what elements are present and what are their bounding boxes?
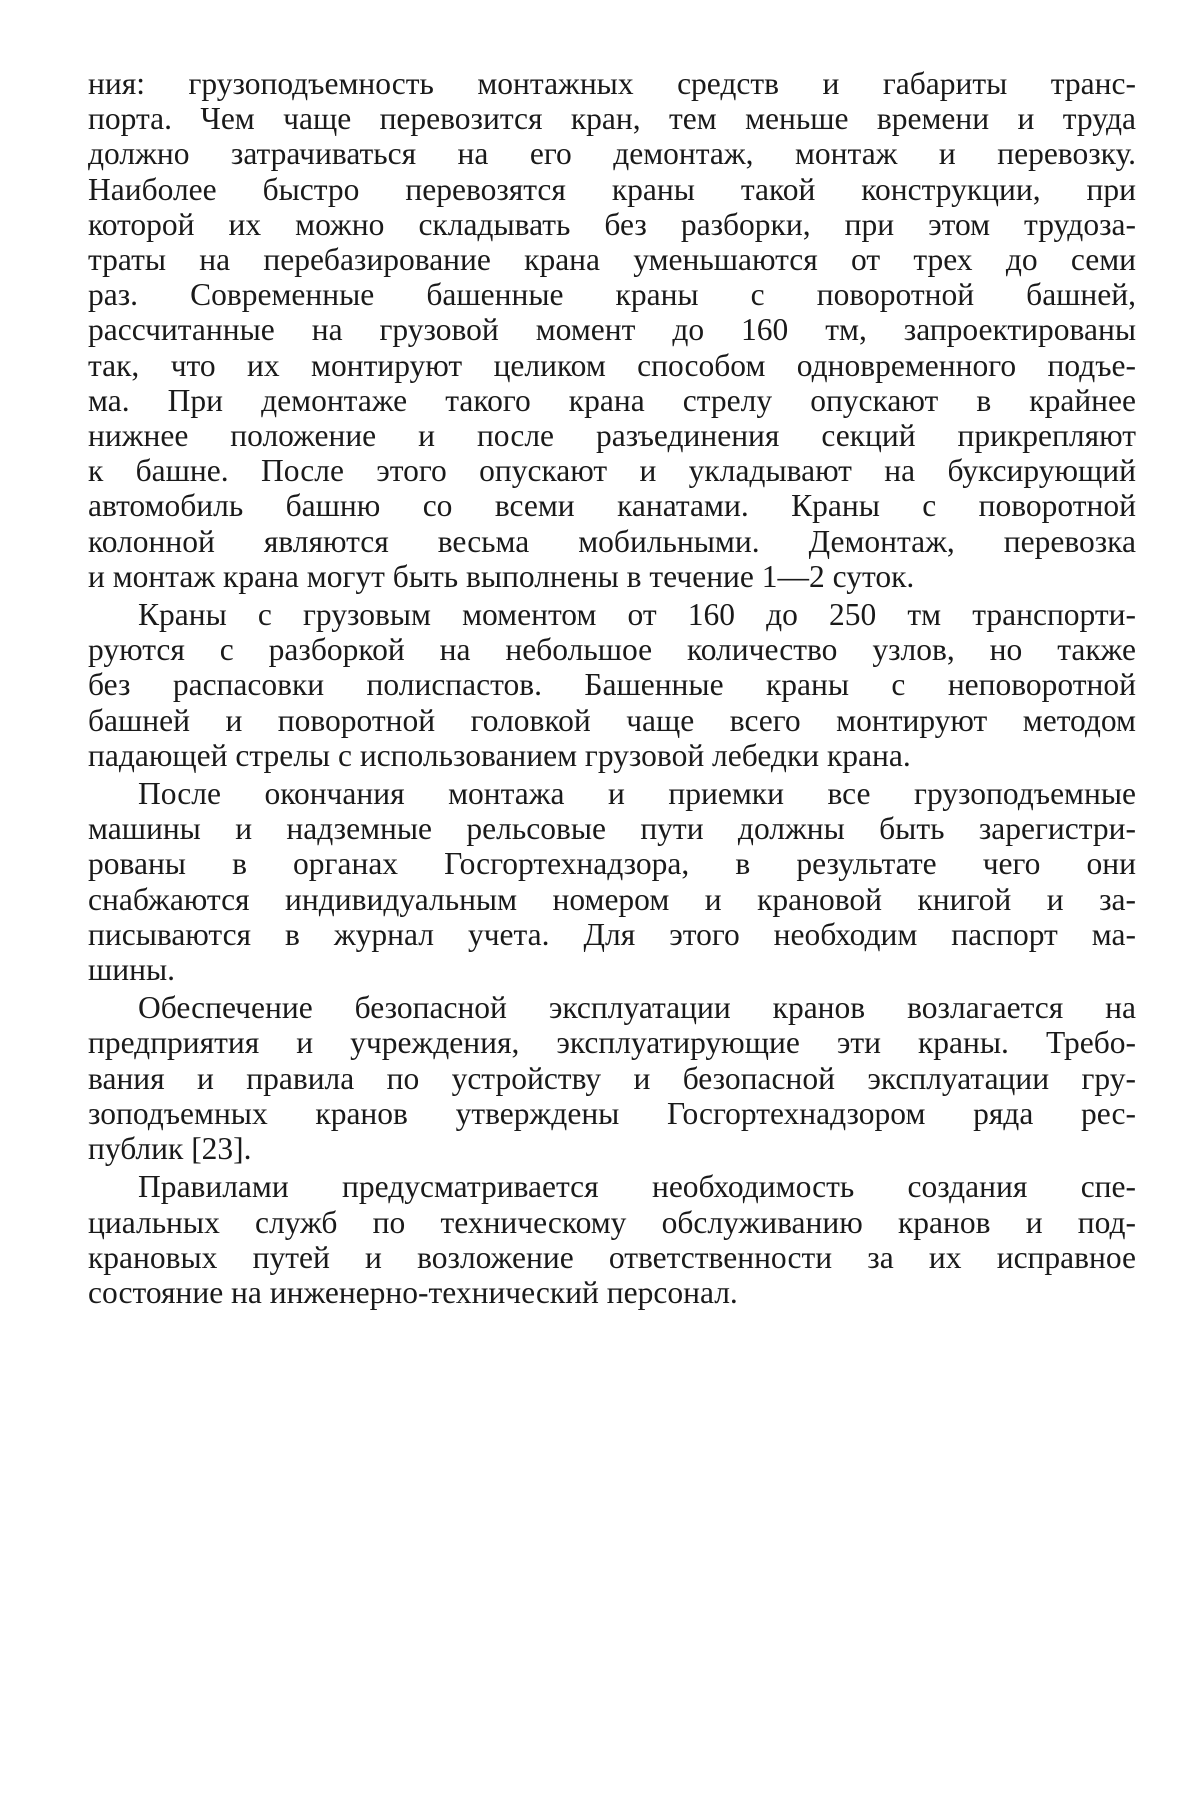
text-line: вания и правила по устройству и безопасной эксплуатации гру- bbox=[88, 1060, 1136, 1096]
text-line: состояние на инженерно-технический персонал. bbox=[88, 1274, 738, 1310]
text-line: После окончания монтажа и приемки все грузоподъемные bbox=[138, 776, 1136, 812]
text-line: Наиболее быстро перевозятся краны такой конструкции, при bbox=[88, 171, 1136, 207]
text-line: шины. bbox=[88, 952, 176, 988]
document-page bbox=[88, 66, 1136, 1313]
text-line: и монтаж крана могут быть выполнены в течение 1—2 суток. bbox=[88, 558, 915, 594]
text-line: раз. Современные башенные краны с поворотной башней, bbox=[88, 277, 1136, 313]
text-line: писываются в журнал учета. Для этого необходим паспорт ма- bbox=[88, 916, 1136, 952]
paragraph bbox=[88, 776, 1136, 987]
text-line: падающей стрелы с использованием грузовой лебедки крана. bbox=[88, 737, 911, 773]
paragraph bbox=[88, 990, 1136, 1166]
text-line: должно затрачиваться на его демонтаж, монтаж и перевозку. bbox=[88, 136, 1136, 172]
text-line: колонной являются весьма мобильными. Демонтаж, перевозка bbox=[88, 523, 1136, 559]
text-line: башней и поворотной головкой чаще всего монтируют методом bbox=[88, 702, 1136, 738]
text-line: ма. При демонтаже такого крана стрелу опускают в крайнее bbox=[88, 382, 1136, 418]
text-line: автомобиль башню со всеми канатами. Краны с поворотной bbox=[88, 488, 1136, 524]
text-line: траты на перебазирование крана уменьшаются от трех до семи bbox=[88, 242, 1136, 278]
text-line: которой их можно складывать без разборки, при этом трудоза- bbox=[88, 206, 1136, 242]
text-line: так, что их монтируют целиком способом одновременного подъе- bbox=[88, 347, 1136, 383]
text-line: порта. Чем чаще перевозится кран, тем меньше времени и труда bbox=[88, 101, 1136, 137]
text-line: Краны с грузовым моментом от 160 до 250 тм транспорти- bbox=[138, 597, 1136, 633]
text-line: зоподъемных кранов утверждены Госгортехнадзором ряда рес- bbox=[88, 1095, 1136, 1131]
text-line: крановых путей и возложение ответственности за их исправное bbox=[88, 1239, 1136, 1275]
text-line: к башне. После этого опускают и укладывают на буксирующий bbox=[88, 453, 1136, 489]
text-line: нижнее положение и после разъединения секций прикрепляют bbox=[88, 418, 1136, 454]
paragraph bbox=[88, 597, 1136, 773]
text-line: машины и надземные рельсовые пути должны быть зарегистри- bbox=[88, 811, 1136, 847]
paragraph bbox=[88, 66, 1136, 594]
text-line: предприятия и учреждения, эксплуатирующие эти краны. Требо- bbox=[88, 1025, 1136, 1061]
text-line: Правилами предусматривается необходимость создания спе- bbox=[138, 1169, 1136, 1205]
text-line: рассчитанные на грузовой момент до 160 тм, запроектированы bbox=[88, 312, 1136, 348]
text-line: рованы в органах Госгортехнадзора, в результате чего они bbox=[88, 846, 1136, 882]
text-line: циальных служб по техническому обслуживанию кранов и под- bbox=[88, 1204, 1136, 1240]
text-line: Обеспечение безопасной эксплуатации кранов возлагается на bbox=[138, 990, 1136, 1026]
text-line: руются с разборкой на небольшое количество узлов, но также bbox=[88, 632, 1136, 668]
paragraph bbox=[88, 1169, 1136, 1310]
text-line: публик [23]. bbox=[88, 1131, 252, 1167]
text-line: ния: грузоподъемность монтажных средств и габариты транс- bbox=[88, 66, 1136, 101]
text-line: снабжаются индивидуальным номером и крановой книгой и за- bbox=[88, 881, 1136, 917]
text-line: без распасовки полиспастов. Башенные краны с неповоротной bbox=[88, 667, 1136, 703]
